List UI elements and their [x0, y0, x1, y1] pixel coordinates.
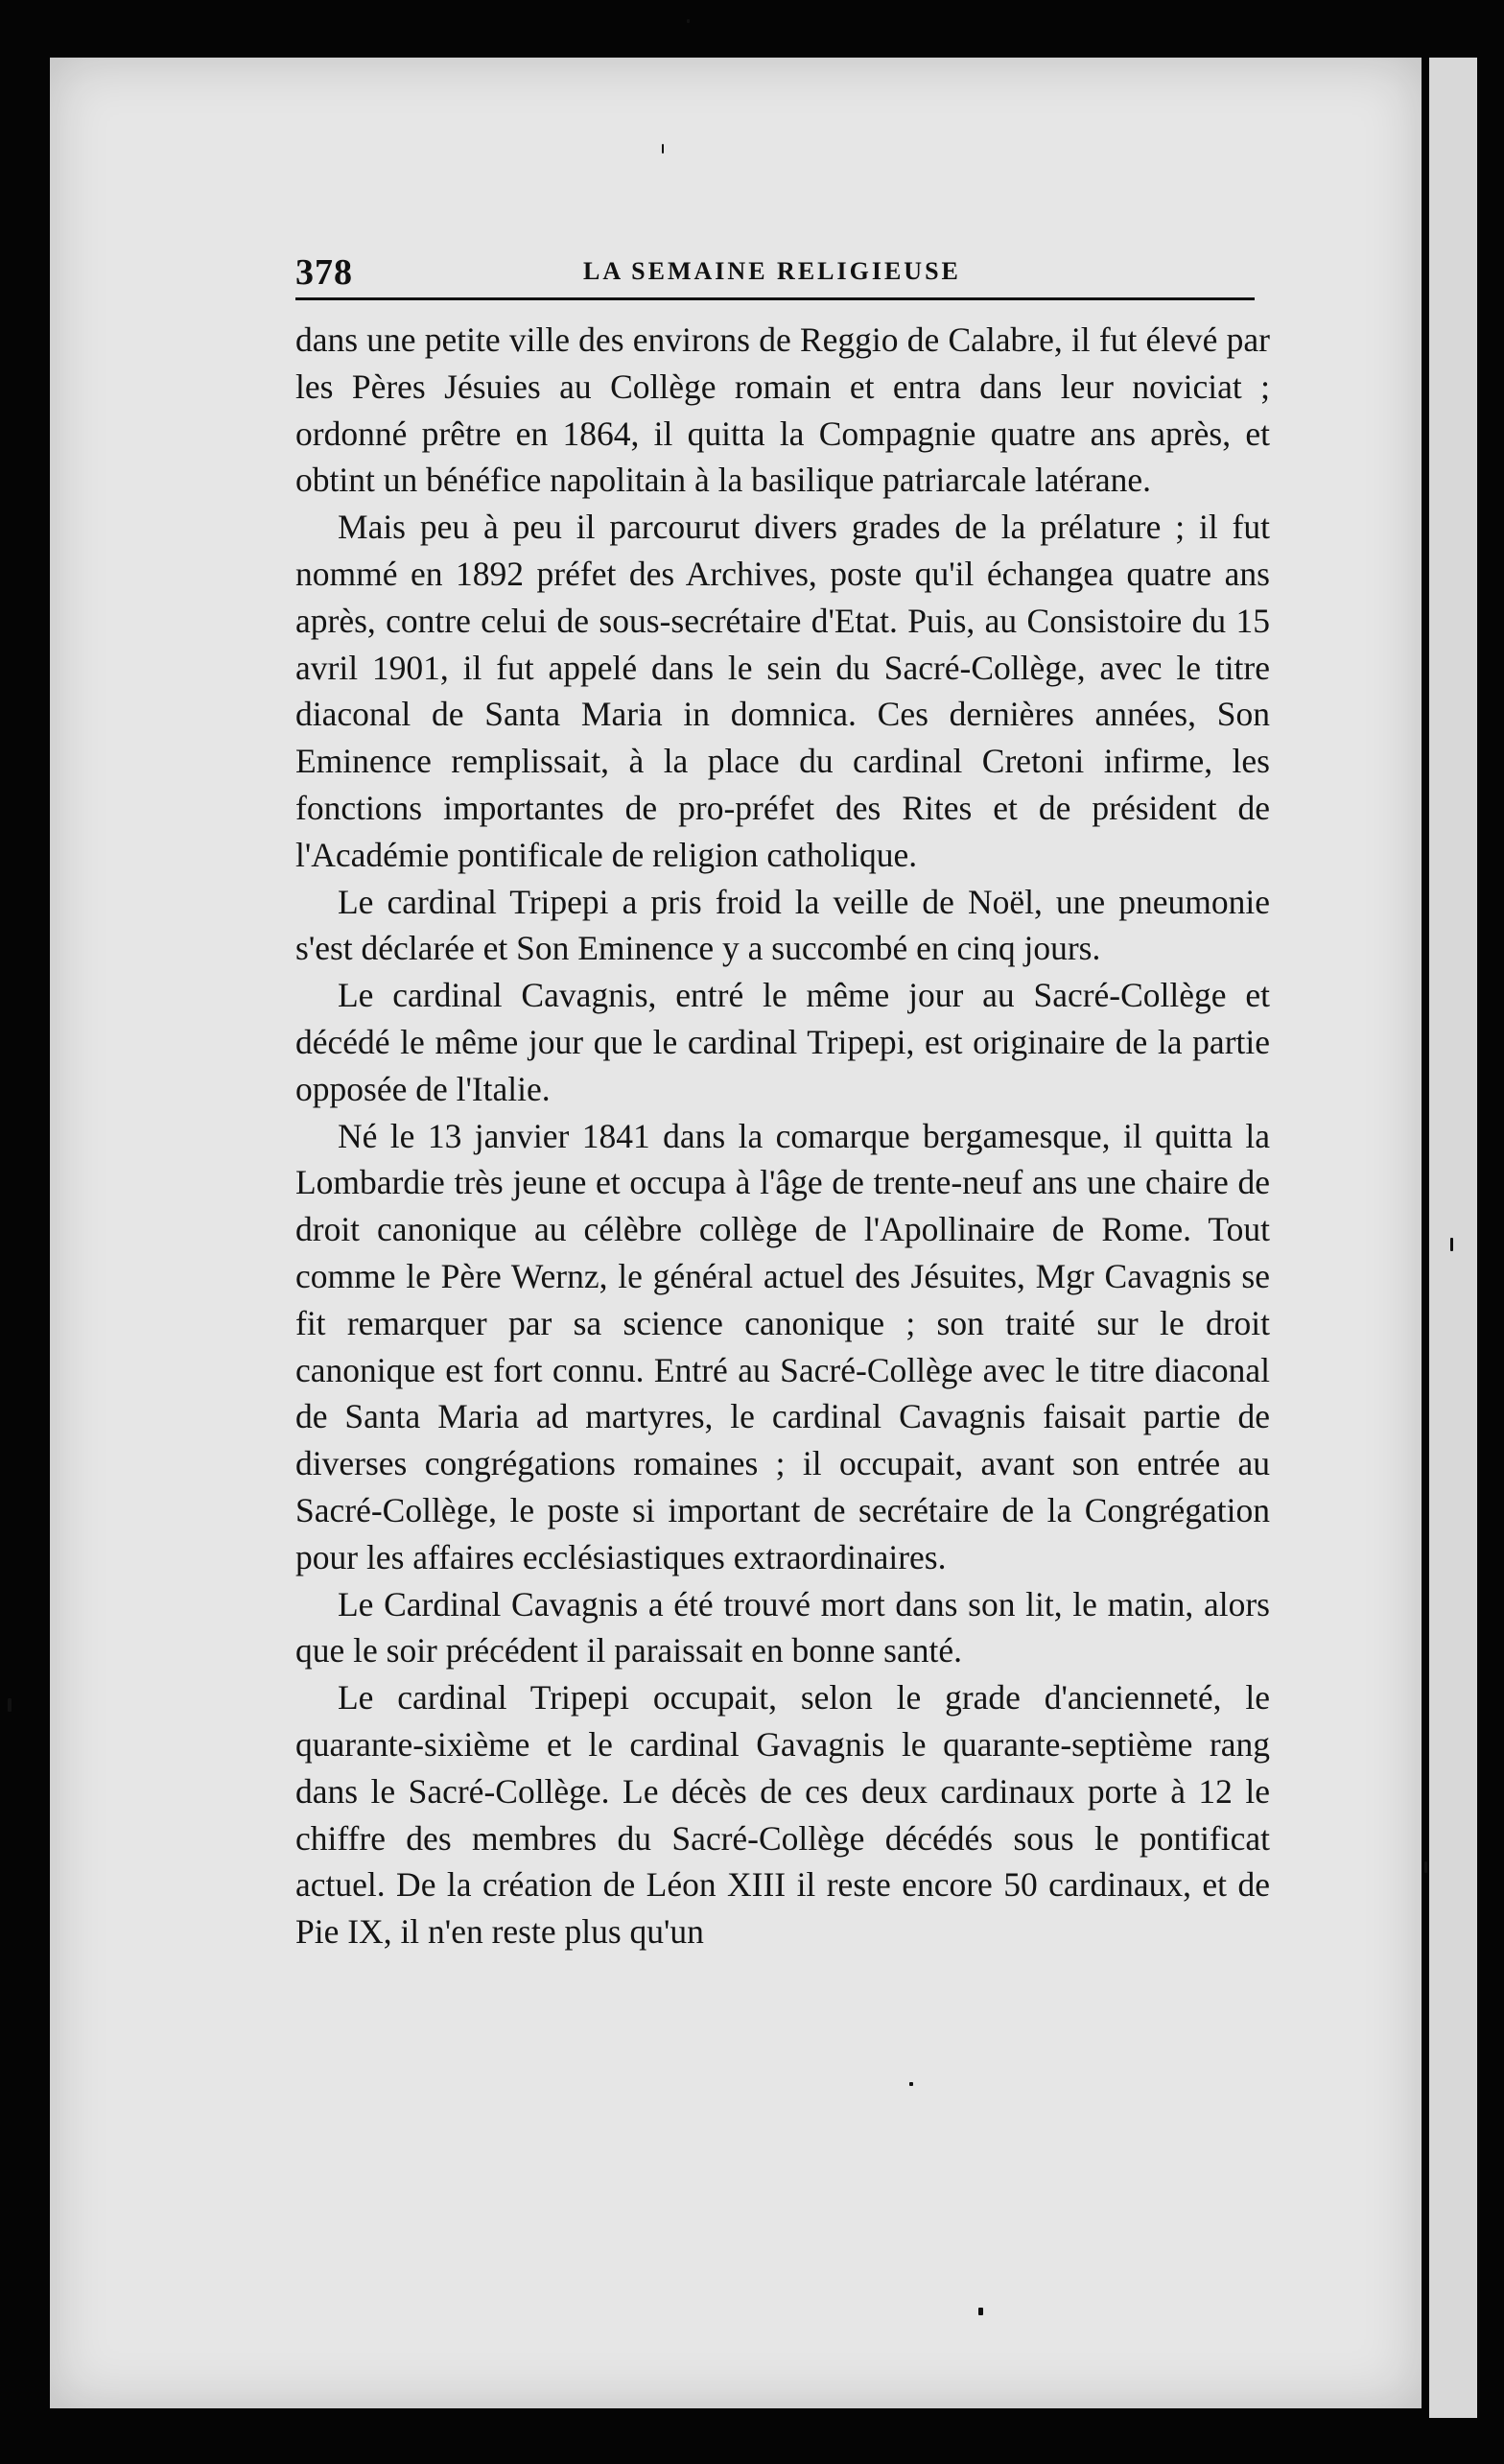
paragraph-2: Mais peu à peu il parcourut divers grades de la prélature ; il fut nommé en 1892 préfet des Archives, poste qu'il échangea quatre ans après, contre celui de sous-secrétaire d'Etat. Puis, au Consistoire du 15 avril 1901, il fut appelé dans le sein du Sacré-Collège, avec le titre diaconal de Santa Maria in domnica. Ces dernières années, Son Eminence remplissait, à la place du cardinal Cretoni infirme, les fonctions importantes de pro-préfet des Rites et de président de l'Académie pontificale de religion catholique. — [295, 508, 1270, 874]
adjacent-page-edge — [1429, 58, 1477, 2418]
page-header — [295, 251, 1255, 300]
paragraph-1: dans une petite ville des environs de Reggio de Calabre, il fut élevé par les Pères Jésui‌es au Collège romain et entra dans leur noviciat ; ordonné prêtre en 1864, il quitta la Compagnie quatre ans après, et obtint un bénéfice napolitain à la basilique patriarcale latérane. — [295, 320, 1270, 500]
paragraph-5: Né le 13 janvier 1841 dans la comarque bergamesque, il quitta la Lombardie très jeune et occupa à l'âge de trente-neuf ans une chaire de droit canonique au célèbre collège de l'Apollinaire de Rome. Tout comme le Père Wernz, le général actuel des Jésuites, Mgr Cavagnis se fit remarquer par sa science canonique ; son traité sur le droit canonique est fort connu. Entré au Sacré-Collège avec le titre diaconal de Santa Maria ad martyres, le cardinal Cavagnis faisait partie de diverses congrégations romaines ; il occupait, avant son entrée au Sacré-Collège, le poste si important de secrétaire de la Congrégation pour les affaires ecclésiastiques extraordinaires. — [295, 1116, 1270, 1576]
article-body — [295, 317, 1270, 1955]
paragraph-3: Le cardinal Tripepi a pris froid la veille de Noël, une pneumonie s'est déclarée et Son Eminence y a succombé en cinq jours. — [295, 882, 1270, 968]
paragraph-4: Le cardinal Cavagnis, entré le même jour au Sacré-Collège et décédé le même jour que le cardinal Tripepi, est originaire de la partie opposée de l'Italie. — [295, 976, 1270, 1108]
running-title: LA SEMAINE RELIGIEUSE — [583, 257, 961, 285]
paragraph-6: Le Cardinal Cavagnis a été trouvé mort dans son lit, le matin, alors que le soir précédent il paraissait en bonne santé. — [295, 1584, 1270, 1670]
page-number: 378 — [295, 252, 353, 293]
paragraph-7: Le cardinal Tripepi occupait, selon le grade d'ancienneté, le quarante-sixième et le cardinal Gavagnis le quarante-septième rang dans le Sacré-Collège. Le décès de ces deux cardinaux porte à 12 le chiffre des membres du Sacré-Collège décédés sous le pontificat actuel. De la création de Léon XIII il reste encore 50 cardinaux, et de Pie IX, il n'en reste plus qu'un — [295, 1678, 1270, 1952]
